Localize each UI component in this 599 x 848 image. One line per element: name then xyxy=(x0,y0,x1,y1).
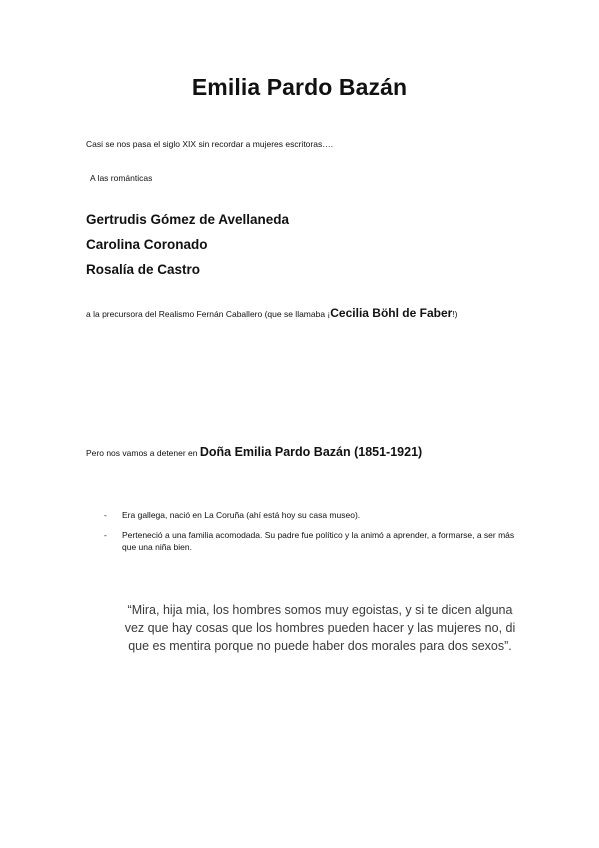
precursora-highlight: Cecilia Böhl de Faber xyxy=(330,306,453,320)
detener-highlight: Doña Emilia Pardo Bazán (1851-1921) xyxy=(199,445,423,459)
detener-text: Pero nos vamos a detener en xyxy=(86,448,200,458)
intro-text: Casi se nos pasa el siglo XIX sin recordar a mujeres escritoras…. xyxy=(86,139,334,149)
list-item xyxy=(104,509,524,521)
bullet-list xyxy=(104,509,524,561)
quote-block: “Mira, hija mia, los hombres somos muy egoistas, y si te dicen alguna vez que hay cosas que los hombres pueden hacer y las mujeres no, di que es mentira porque no puede haber dos morales para dos sexos”. xyxy=(124,603,516,653)
precursora-text: a la precursora del Realismo Fernán Caballero (que se llamaba ¡ xyxy=(86,309,331,319)
precursora-paragraph xyxy=(86,308,458,320)
bullet-dash: - xyxy=(104,510,107,520)
author-name: Carolina Coronado xyxy=(86,237,208,252)
list-item-text: Perteneció a una familia acomodada. Su padre fue político y la animó a aprender, a formarse, a ser más que una niña bien. xyxy=(122,530,515,552)
romanticas-label: A las románticas xyxy=(90,173,153,183)
list-item-text: Era gallega, nació en La Coruña (ahí está hoy su casa museo). xyxy=(122,510,361,520)
detener-paragraph xyxy=(86,447,422,459)
author-name: Gertrudis Gómez de Avellaneda xyxy=(86,212,290,227)
author-name: Rosalía de Castro xyxy=(86,262,201,277)
precursora-end: !) xyxy=(452,309,458,319)
page-title: Emilia Pardo Bazán xyxy=(191,74,408,100)
romantic-authors-list xyxy=(86,210,289,285)
list-item xyxy=(104,529,524,553)
bullet-dash: - xyxy=(104,530,107,540)
